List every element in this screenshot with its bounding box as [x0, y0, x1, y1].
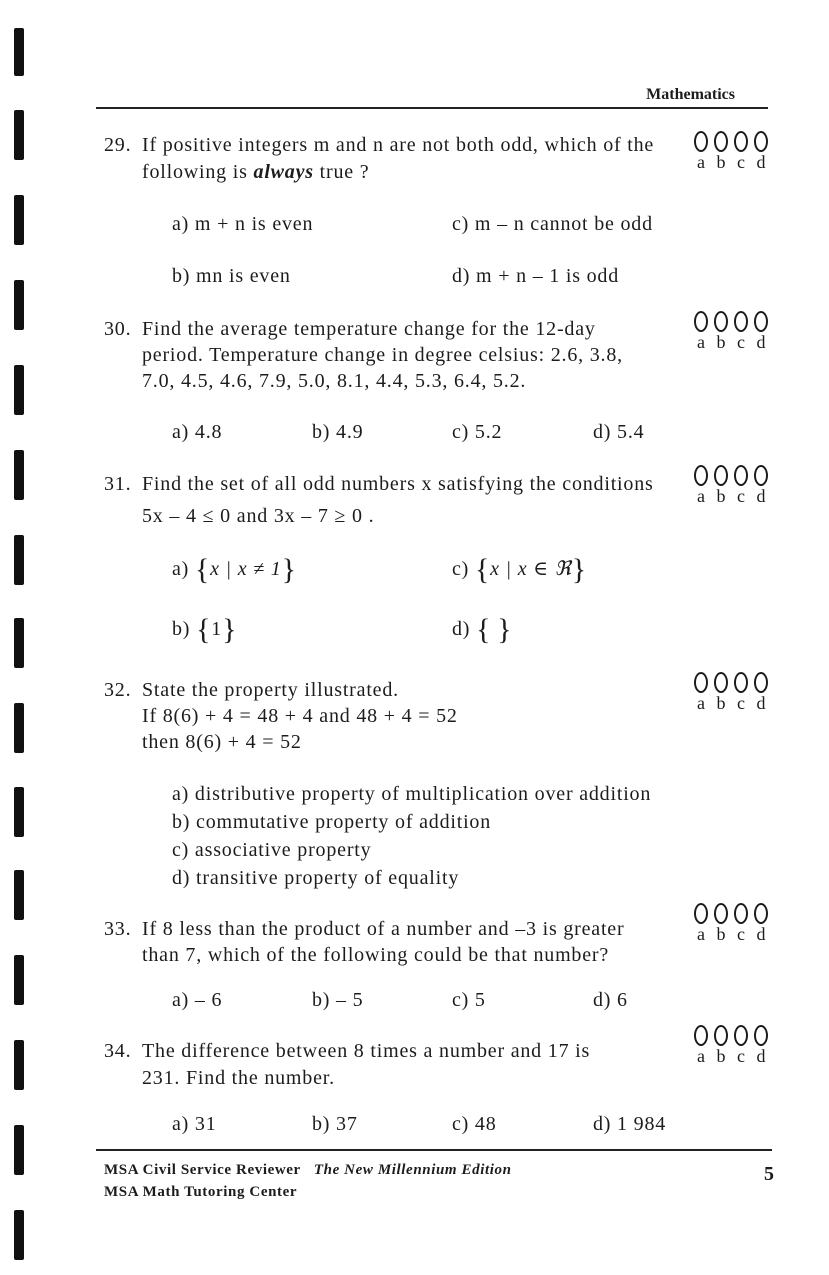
binder-hole [14, 110, 24, 160]
answer-bubbles[interactable]: a b c d [686, 1025, 776, 1067]
option-d: d) transitive property of equality [172, 867, 460, 889]
question-text: If 8 less than the product of a number and –3 is greater [142, 918, 625, 940]
binder-hole [14, 787, 24, 837]
question-text: Find the average temperature change for the 12-day [142, 318, 596, 340]
answer-bubbles[interactable]: a b c d [686, 672, 776, 714]
bubble-b[interactable] [714, 131, 728, 152]
section-header: Mathematics [646, 86, 735, 103]
option-d: d) { } [452, 613, 513, 646]
bubble-d[interactable] [754, 1025, 768, 1046]
binder-hole [14, 1210, 24, 1260]
option-d: d) 5.4 [593, 421, 645, 443]
bubble-c[interactable] [734, 311, 748, 332]
binder-hole [14, 1040, 24, 1090]
question-number: 32. [104, 679, 132, 701]
option-d: d) 1 984 [593, 1113, 667, 1135]
page-number: 5 [764, 1163, 774, 1185]
option-c: c) 5.2 [452, 421, 503, 443]
binder-hole [14, 703, 24, 753]
bubble-d[interactable] [754, 903, 768, 924]
question-text: period. Temperature change in degree celsius: 2.6, 3.8, [142, 344, 623, 366]
option-b: b) – 5 [312, 989, 364, 1011]
bubble-a[interactable] [694, 311, 708, 332]
answer-bubbles[interactable]: a b c d [686, 311, 776, 353]
question-text: If 8(6) + 4 = 48 + 4 and 48 + 4 = 52 [142, 705, 458, 727]
option-d: d) m + n – 1 is odd [452, 265, 620, 287]
question-text: Find the set of all odd numbers x satisfying the conditions [142, 473, 654, 495]
binder-hole [14, 450, 24, 500]
question-number: 30. [104, 318, 132, 340]
binder-hole [14, 1125, 24, 1175]
bubble-a[interactable] [694, 1025, 708, 1046]
bubble-d[interactable] [754, 465, 768, 486]
bubble-d[interactable] [754, 311, 768, 332]
answer-bubbles[interactable]: a b c d [686, 465, 776, 507]
bubble-d[interactable] [754, 672, 768, 693]
binder-hole [14, 955, 24, 1005]
bubble-c[interactable] [734, 465, 748, 486]
bubble-a[interactable] [694, 465, 708, 486]
option-b: b) 37 [312, 1113, 358, 1135]
binder-hole [14, 535, 24, 585]
bubble-a[interactable] [694, 131, 708, 152]
option-d: d) 6 [593, 989, 628, 1011]
question-text: than 7, which of the following could be that number? [142, 944, 610, 966]
option-b: b) 4.9 [312, 421, 364, 443]
question-number: 29. [104, 134, 132, 156]
footer-title: MSA Civil Service Reviewer The New Millennium Edition [104, 1162, 512, 1178]
option-a: a) {x | x ≠ 1} [172, 553, 297, 586]
bubble-b[interactable] [714, 465, 728, 486]
question-text: 231. Find the number. [142, 1067, 335, 1089]
bubble-c[interactable] [734, 903, 748, 924]
footer-rule [96, 1149, 772, 1151]
option-c: c) associative property [172, 839, 372, 861]
option-a: a) 31 [172, 1113, 217, 1135]
option-b: b) {1} [172, 613, 238, 646]
question-text: The difference between 8 times a number and 17 is [142, 1040, 591, 1062]
option-c: c) {x | x ∈ ℜ} [452, 553, 587, 586]
question-number: 31. [104, 473, 132, 495]
bubble-b[interactable] [714, 311, 728, 332]
option-a: a) – 6 [172, 989, 223, 1011]
bubble-c[interactable] [734, 131, 748, 152]
bubble-b[interactable] [714, 903, 728, 924]
binder-hole [14, 280, 24, 330]
option-c: c) 48 [452, 1113, 497, 1135]
binder-hole [14, 195, 24, 245]
bubble-d[interactable] [754, 131, 768, 152]
option-b: b) commutative property of addition [172, 811, 492, 833]
footer-subtitle: MSA Math Tutoring Center [104, 1184, 298, 1200]
option-c: c) m – n cannot be odd [452, 213, 653, 235]
bubble-c[interactable] [734, 672, 748, 693]
question-text: 7.0, 4.5, 4.6, 7.9, 5.0, 8.1, 4.4, 5.3, 6.4, 5.2. [142, 370, 527, 392]
bubble-b[interactable] [714, 1025, 728, 1046]
question-text: If positive integers m and n are not both odd, which of the [142, 134, 655, 156]
option-a: a) 4.8 [172, 421, 223, 443]
question-text: 5x – 4 ≤ 0 and 3x – 7 ≥ 0 . [142, 505, 375, 527]
option-a: a) distributive property of multiplication over addition [172, 783, 652, 805]
bubble-a[interactable] [694, 903, 708, 924]
option-a: a) m + n is even [172, 213, 314, 235]
question-text: State the property illustrated. [142, 679, 399, 701]
question-number: 33. [104, 918, 132, 940]
bubble-a[interactable] [694, 672, 708, 693]
question-text: then 8(6) + 4 = 52 [142, 731, 302, 753]
answer-bubbles[interactable]: a b c d [686, 903, 776, 945]
answer-bubbles[interactable]: a b c d [686, 131, 776, 173]
binder-hole [14, 28, 24, 76]
binder-hole [14, 618, 24, 668]
option-c: c) 5 [452, 989, 486, 1011]
binder-hole [14, 365, 24, 415]
header-rule [96, 107, 768, 109]
option-b: b) mn is even [172, 265, 291, 287]
bubble-c[interactable] [734, 1025, 748, 1046]
bubble-b[interactable] [714, 672, 728, 693]
question-number: 34. [104, 1040, 132, 1062]
binder-hole [14, 870, 24, 920]
question-text: following is always true ? [142, 161, 370, 183]
